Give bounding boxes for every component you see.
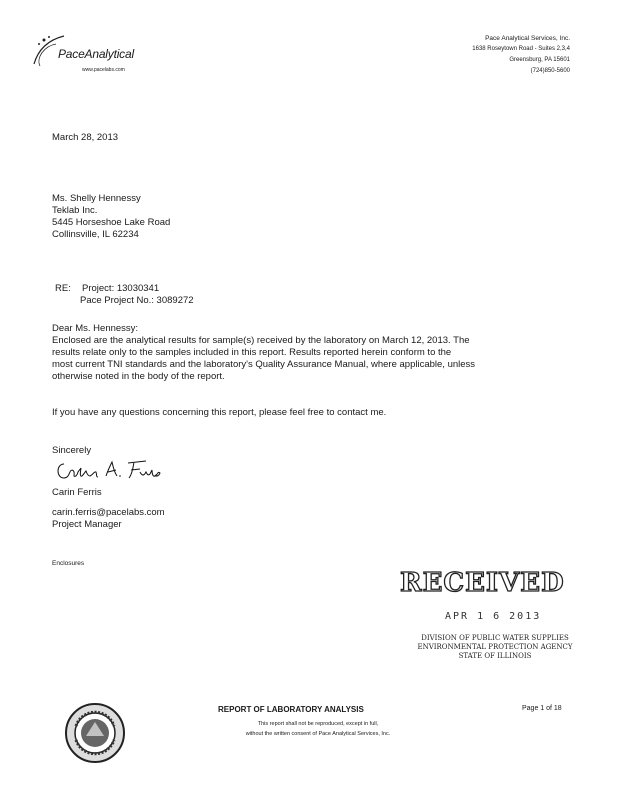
letter-date: March 28, 2013 — [52, 132, 119, 143]
project-line: Project: 13030341 — [82, 283, 160, 294]
body-line: otherwise noted in the body of the report. — [52, 371, 225, 382]
company-address — [410, 33, 570, 77]
re-label: RE: — [55, 283, 71, 294]
body-paragraph — [52, 335, 572, 383]
recipient-line: Ms. Shelly Hennessy — [52, 193, 141, 204]
pace-logo — [30, 30, 170, 80]
signer-email: carin.ferris@pacelabs.com — [52, 507, 165, 518]
company-line: Greensburg, PA 15601 — [509, 57, 570, 63]
company-line: (724)850-5600 — [530, 68, 570, 74]
closing: Sincerely — [52, 445, 92, 456]
signer-title: Project Manager — [52, 519, 122, 530]
salutation: Dear Ms. Hennessy: — [52, 323, 139, 334]
signer-name: Carin Ferris — [52, 487, 102, 498]
stamp-agency-line: STATE OF ILLINOIS — [458, 652, 532, 660]
pace-project-line: Pace Project No.: 3089272 — [80, 295, 194, 306]
body-line: results relate only to the samples included in this report. Results reported herein conform to the — [52, 347, 452, 358]
stamp-received-word: RECEIVED — [400, 568, 565, 598]
logo-url: www.pacelabs.com — [82, 67, 125, 73]
handwritten-signature — [54, 456, 164, 484]
received-stamp — [395, 568, 595, 678]
body-line: Enclosed are the analytical results for sample(s) received by the laboratory on March 12, 2013. The — [52, 335, 470, 346]
body-line: most current TNI standards and the laboratory's Quality Assurance Manual, where applicable, unless — [52, 359, 476, 370]
recipient-line: 5445 Horseshoe Lake Road — [52, 217, 171, 228]
footer-note-line: This report shall not be reproduced, except in full, — [257, 721, 379, 727]
footer-note-line: without the written consent of Pace Analytical Services, Inc. — [245, 731, 391, 737]
page-number: Page 1 of 18 — [522, 705, 562, 712]
logo-text: PaceAnalytical — [58, 47, 134, 61]
stamp-date: APR 1 6 2013 — [445, 611, 542, 622]
recipient-line: Collinsville, IL 62234 — [52, 229, 139, 240]
report-title: REPORT OF LABORATORY ANALYSIS — [218, 705, 364, 714]
re-details — [80, 283, 194, 307]
contact-line: If you have any questions concerning this report, please feel free to contact me. — [52, 407, 387, 418]
stamp-agency-line: ENVIRONMENTAL PROTECTION AGENCY — [417, 643, 573, 651]
enclosures-label: Enclosures — [52, 560, 85, 567]
footer-note — [218, 719, 418, 739]
recipient-line: Teklab Inc. — [52, 205, 98, 216]
company-line: Pace Analytical Services, Inc. — [485, 35, 570, 42]
company-line: 1638 Roseytown Road - Suites 2,3,4 — [472, 46, 570, 52]
nelap-seal-icon — [64, 702, 126, 764]
recipient-address — [52, 193, 170, 241]
stamp-agency-line: DIVISION OF PUBLIC WATER SUPPLIES — [421, 634, 569, 642]
stamp-agency — [415, 634, 575, 661]
